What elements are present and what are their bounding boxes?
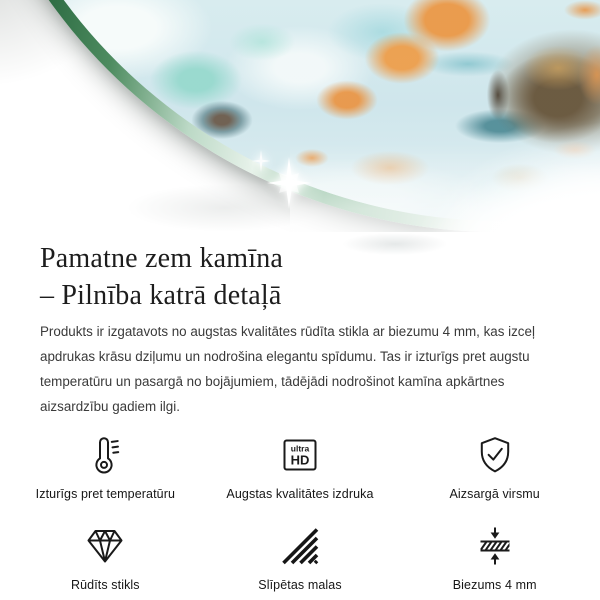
feature-label: Izturīgs pret temperatūru	[35, 487, 176, 501]
sparkle-small-icon	[250, 150, 272, 172]
features-grid	[8, 435, 592, 592]
diamond-icon	[83, 526, 127, 566]
feature-item-tempered-glass	[71, 526, 140, 592]
feature-item-temperature	[36, 435, 175, 501]
product-hero-image	[0, 0, 600, 232]
svg-text:HD: HD	[290, 452, 310, 468]
feature-item-beveled-edges	[258, 526, 341, 592]
feature-item-thickness	[453, 526, 537, 592]
feature-label: Rūdīts stikls	[70, 578, 140, 592]
feature-item-protects-surface	[449, 435, 539, 501]
beveled-edges-icon	[280, 526, 320, 566]
feature-label: Aizsargā virsmu	[449, 487, 540, 501]
thickness-4mm-icon	[475, 526, 515, 566]
ultra-hd-icon	[280, 435, 320, 475]
heading-line-1: Pamatne zem kamīna	[40, 243, 284, 274]
svg-text:ultra: ultra	[290, 443, 310, 454]
feature-label: Augstas kvalitātes izdruka	[226, 487, 374, 501]
feature-label: Slīpētas malas	[258, 578, 342, 592]
product-content	[0, 240, 600, 592]
heading-line-2: – Pilnība katrā detaļā	[40, 280, 282, 311]
hero-white-fade	[290, 0, 600, 232]
feature-item-print-quality	[226, 435, 373, 501]
feature-label: Biezums 4 mm	[452, 578, 537, 592]
thermometer-icon	[85, 435, 125, 475]
page-title	[40, 240, 560, 314]
shield-check-icon	[475, 435, 515, 475]
product-description: Produkts ir izgatavots no augstas kvalitātes rūdīta stikla ar biezumu 4 mm, kas izceļ apdrukas krāsu dziļumu un nodrošina elegantu spīdumu. Tas ir izturīgs pret augstu temperatūru un pasargā no bojājumiem, tādējādi nodrošinot kamīna apkārtnes aizsardzību gadiem ilgi.	[40, 324, 535, 414]
